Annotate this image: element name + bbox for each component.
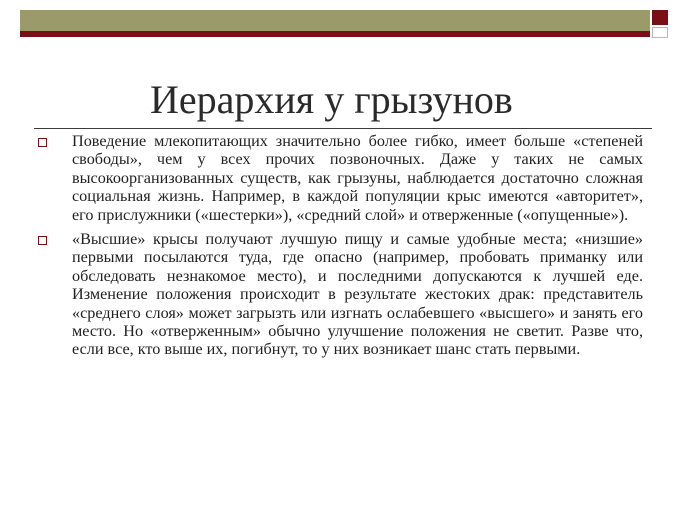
square-bullet-icon bbox=[38, 236, 47, 245]
corner-square-light bbox=[652, 27, 668, 38]
header-bar-red bbox=[20, 31, 650, 37]
header-bar-olive bbox=[20, 10, 650, 31]
title-divider bbox=[34, 128, 652, 129]
slide-title: Иерархия у грызунов bbox=[150, 77, 513, 122]
square-bullet-icon bbox=[38, 138, 47, 147]
bullet-list bbox=[38, 132, 643, 365]
bullet-text: «Высшие» крысы получают лучшую пищу и самые удобные места; «низшие» первыми посылаются туда, где опасно (например, пробовать приманку или обследовать незнакомое место), и последними допускаются к лучшей еде. Изменение положения происходит в результате жестоких драк: представитель «среднего слоя» может загрызть или изгнать ослабевшего «высшего» и занять его место. Но «отверженным» обычно улучшение положения не светит. Разве что, если все, кто выше их, погибнут, то у них возникает шанс стать первыми. bbox=[72, 230, 643, 359]
corner-square-red bbox=[652, 10, 668, 25]
list-item bbox=[38, 132, 643, 224]
list-item bbox=[38, 230, 643, 359]
bullet-text: Поведение млекопитающих значительно более гибко, имеет больше «степеней свободы», чем у всех прочих позвоночных. Даже у таких не самых высокоорганизованных существ, как грызуны, наблюдается достаточно сложная социальная жизнь. Например, в каждой популяции крыс имеются «авторитет», его прислужники («шестерки»), «средний слой» и отверженные («опущенные»). bbox=[72, 132, 643, 224]
